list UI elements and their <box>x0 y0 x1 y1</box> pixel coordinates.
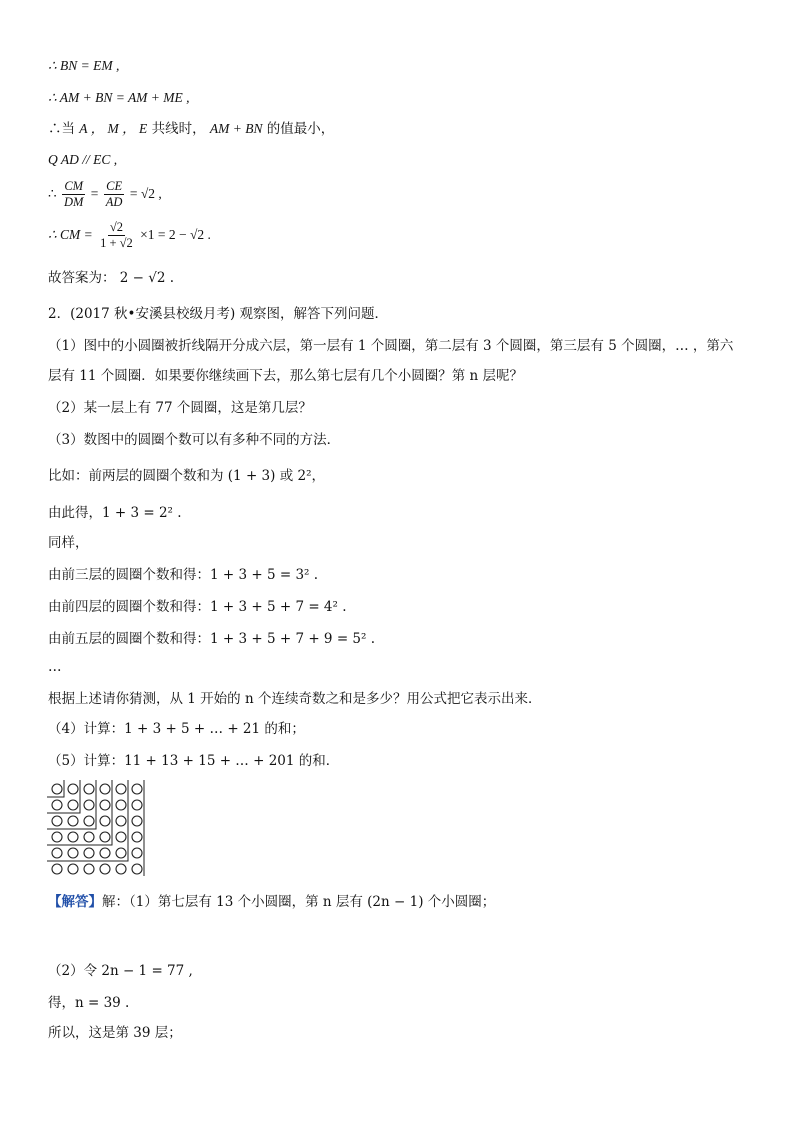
cm-result: ×1 = 2 − √2 . <box>140 227 211 242</box>
circle <box>68 784 78 794</box>
circle <box>84 784 94 794</box>
fraction-ce-ad <box>104 179 125 210</box>
example-intro: 比如：前两层的圆圈个数和为 (1 + 3) 或 2²， <box>48 468 325 484</box>
example-similarly: 同样， <box>48 535 89 551</box>
fraction-numerator: CE <box>106 179 123 194</box>
answer-part2-result: 得，n = 39 . <box>48 995 130 1011</box>
circle <box>84 864 94 874</box>
circle <box>68 816 78 826</box>
circle <box>100 832 110 842</box>
line-collinear-points: A ， M ， E <box>79 121 148 136</box>
example-five-layers: 由前五层的圆圈个数和得：1 + 3 + 5 + 7 + 9 = 5² . <box>48 631 375 647</box>
answer-part1-text: 解：（1）第七层有 13 个小圆圈，第 n 层有 (2n − 1) 个小圆圈； <box>102 894 496 910</box>
equals-sign: = <box>90 186 99 201</box>
layer-divider <box>47 780 96 829</box>
question-2-part5: （5）计算：11 + 13 + 15 + … + 201 的和． <box>48 753 340 769</box>
therefore-symbol: ∴ <box>48 186 57 201</box>
circle <box>68 864 78 874</box>
line-parallel: Q AD // EC , <box>48 152 118 167</box>
line-collinear-mid: 共线时， <box>151 121 206 137</box>
fraction-sqrt <box>98 220 135 251</box>
fraction-numerator: CM <box>64 179 84 194</box>
circle <box>132 800 142 810</box>
circle <box>132 832 142 842</box>
circle <box>116 864 126 874</box>
circle <box>68 800 78 810</box>
circle <box>100 848 110 858</box>
line-collinear <box>48 119 334 139</box>
line-cm-value <box>48 216 211 254</box>
circle <box>116 832 126 842</box>
ellipsis: … <box>48 659 62 675</box>
line-ratio <box>48 176 162 212</box>
circle <box>116 800 126 810</box>
circle <box>116 848 126 858</box>
fraction-denominator: DM <box>63 195 84 210</box>
circle <box>100 800 110 810</box>
circle <box>52 800 62 810</box>
line-collinear-pre: ∴当 <box>48 121 75 137</box>
fraction-numerator: √2 <box>109 220 123 235</box>
answer-part2-conclusion: 所以，这是第 39 层； <box>48 1025 182 1041</box>
circle <box>68 832 78 842</box>
example-three-layers: 由前三层的圆圈个数和得：1 + 3 + 5 = 3² . <box>48 567 319 583</box>
circle <box>100 816 110 826</box>
fraction-denominator: 1 + √2 <box>100 236 133 251</box>
circle <box>84 848 94 858</box>
answer-part1 <box>48 892 495 912</box>
circle <box>84 816 94 826</box>
circle <box>132 784 142 794</box>
line-collinear-expr: AM + BN <box>209 121 263 136</box>
answer-tag: 【解答】 <box>48 894 102 910</box>
question-2-header: 2．(2017 秋•安溪县校级月考) 观察图，解答下列问题． <box>48 306 389 322</box>
circle-layers-figure <box>47 780 161 876</box>
fraction-cm-dm <box>62 179 85 210</box>
example-derivation: 由此得，1 + 3 = 2² . <box>48 505 182 521</box>
cm-equals: ∴ CM = <box>48 227 93 242</box>
line-collinear-post: 的值最小， <box>266 121 335 137</box>
question-2-part1-b: 层有 11 个圆圈．如果要你继续画下去，那么第七层有几个小圆圈？第 n 层呢？ <box>48 368 524 384</box>
circle <box>100 784 110 794</box>
circle <box>84 800 94 810</box>
question-2-part1-a: （1）图中的小圆圈被折线隔开分成六层，第一层有 1 个圆圈，第二层有 3 个圆圈，第三层有 5 个圆圈，… ，第六 <box>48 338 734 354</box>
question-2-part4: （4）计算：1 + 3 + 5 + … + 21 的和； <box>48 721 305 737</box>
circle <box>52 832 62 842</box>
fraction-denominator: AD <box>105 195 123 210</box>
circle <box>116 816 126 826</box>
circle <box>132 864 142 874</box>
circle <box>52 816 62 826</box>
guess-prompt: 根据上述请你猜测，从 1 开始的 n 个连续奇数之和是多少？用公式把它表示出来． <box>48 691 542 707</box>
question-2-part3: （3）数图中的圆圈个数可以有多种不同的方法． <box>48 432 341 448</box>
circle <box>52 864 62 874</box>
circle <box>84 832 94 842</box>
circle <box>100 864 110 874</box>
question-2-part2: （2）某一层上有 77 个圆圈，这是第几层？ <box>48 400 312 416</box>
line-bn-em: ∴ BN = EM , <box>48 58 120 73</box>
answer-part2: （2）令 2n − 1 = 77 , <box>48 963 193 979</box>
layer-divider-lines <box>47 780 144 876</box>
line-am-bn: ∴ AM + BN = AM + ME , <box>48 90 190 105</box>
circle <box>116 784 126 794</box>
final-answer-line: 故答案为： 2 − √2 . <box>48 270 175 286</box>
circle <box>132 848 142 858</box>
circle <box>52 784 62 794</box>
circle <box>52 848 62 858</box>
ratio-result: = √2 , <box>129 186 162 201</box>
example-four-layers: 由前四层的圆圈个数和得：1 + 3 + 5 + 7 = 4² . <box>48 599 347 615</box>
circle <box>68 848 78 858</box>
circle <box>132 816 142 826</box>
